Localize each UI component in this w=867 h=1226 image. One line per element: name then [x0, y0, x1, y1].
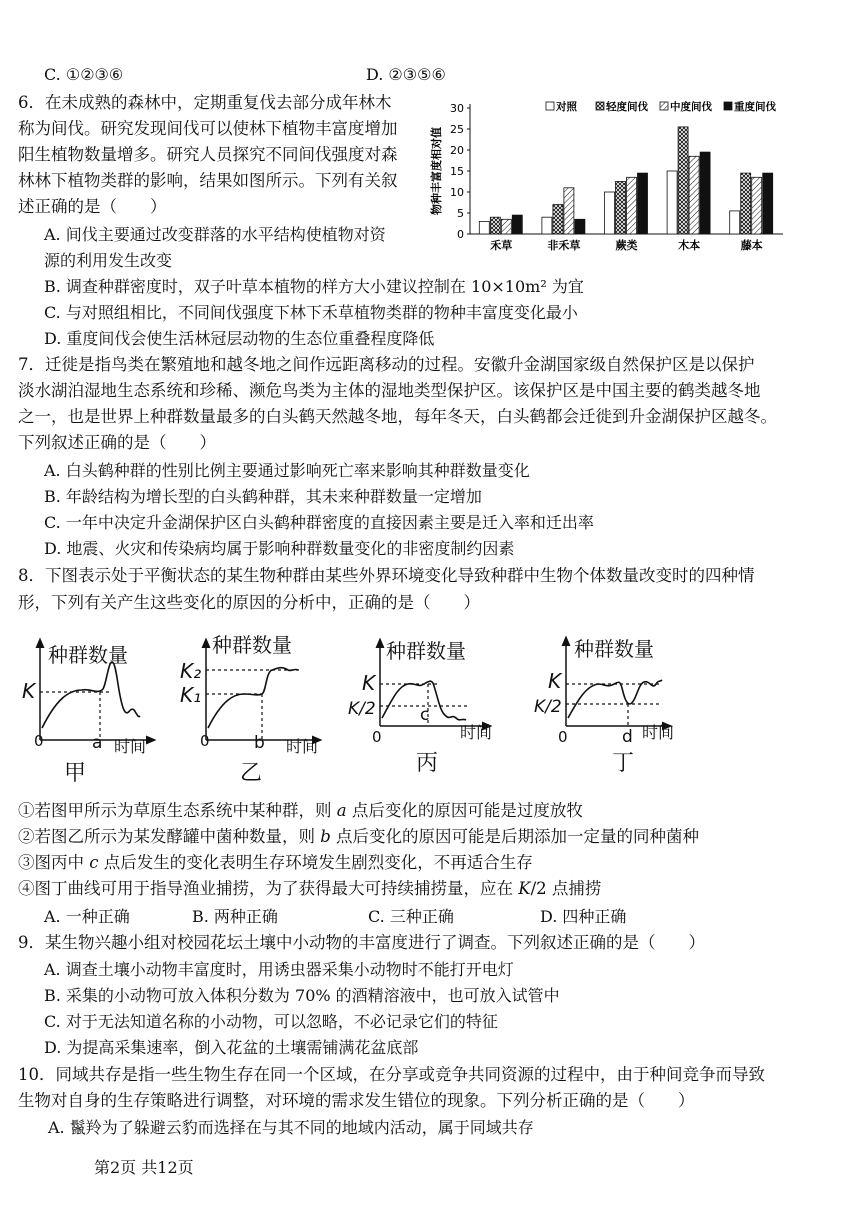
y-tick-label: 25: [450, 123, 464, 136]
statement-text: ①若图甲所示为草原生态系统中某种群，则: [18, 801, 337, 820]
origin-label: 0: [200, 732, 210, 750]
q10-line: 生物对自身的生存策略进行调整，对环境的需求发生错位的现象。下列分析正确的是（ ）: [18, 1091, 695, 1110]
q8-option-c: C. 三种正确: [368, 907, 454, 926]
population-graphs: [0, 628, 867, 798]
y-axis-label: 种群数量: [48, 643, 128, 667]
bar: [752, 177, 762, 234]
x-axis-label: 时间: [286, 737, 319, 756]
population-curve: [568, 680, 662, 718]
bar: [763, 173, 773, 234]
population-curve: [208, 668, 298, 728]
q6-option-a: A. 间伐主要通过改变群落的水平结构使植物对资: [44, 225, 386, 244]
y-tick-label: 15: [450, 165, 464, 178]
y-tick-label: 5: [457, 207, 464, 220]
point-b-label: b: [254, 733, 265, 753]
q8-statement-2: [18, 824, 699, 850]
bar: [490, 217, 500, 234]
bar: [512, 215, 522, 234]
q7-option-c: C. 一年中决定升金湖保护区白头鹤种群密度的直接因素主要是迁入率和迁出率: [44, 513, 594, 532]
y-axis-label: 种群数量: [212, 633, 292, 657]
statement-text: ④图丁曲线可用于指导渔业捕捞，为了获得最大可持续捕捞量，应在: [18, 879, 519, 898]
legend-label: 对照: [556, 101, 577, 113]
legend-label: 轻度间伐: [606, 101, 648, 113]
q9-option-d: D. 为提高采集速率，倒入花盆的土壤需铺满花盆底部: [44, 1038, 419, 1057]
bar: [479, 221, 489, 234]
q8-option-d: D. 四种正确: [540, 907, 627, 926]
q7-line: 之一，也是世界上种群数量最多的白头鹤天然越冬地，每年冬天，白头鹤都会迁徙到升金湖保护区越冬。: [18, 407, 777, 426]
bar: [638, 173, 648, 234]
q6-option-a-cont: 源的利用发生改变: [44, 251, 173, 270]
category-label: 禾草: [490, 239, 513, 252]
option-c: C. ①②③⑥: [44, 65, 124, 84]
q8-line: 8．下图表示处于平衡状态的某生物种群由某些外界环境变化导致种群中生物个体数量改变时的四种情: [18, 566, 755, 585]
point-a-label: a: [92, 733, 103, 753]
point-d-label: d: [622, 727, 633, 747]
y-tick-label: 10: [450, 186, 464, 199]
category-label: 非禾草: [547, 239, 581, 252]
y-axis-label: 物种丰富度相对值: [430, 127, 443, 215]
q8-statement-3: [18, 850, 533, 876]
q10-line: 10．同域共存是指一些生物生存在同一个区域，在分享或竞争共同资源的过程中，由于种间竞争而导致: [18, 1065, 765, 1084]
legend-swatch: [596, 102, 604, 110]
q7-line: 7．迁徙是指鸟类在繁殖地和越冬地之间作远距离移动的过程。安徽升金湖国家级自然保护区是以保护: [18, 355, 755, 374]
legend-swatch: [724, 102, 732, 110]
statement-text: ③图丙中: [18, 853, 90, 872]
q7-line: 淡水湖泊湿地生态系统和珍稀、濒危鸟类为主体的湿地类型保护区。该保护区是中国主要的鹤类越冬地: [18, 381, 761, 400]
point-c-label: c: [420, 705, 430, 725]
statement-variable: K: [518, 879, 531, 898]
bar: [542, 217, 552, 234]
statement-text: /2 点捕捞: [530, 879, 602, 898]
q7-option-d: D. 地震、火灾和传染病均属于影响种群数量变化的非密度制约因素: [44, 539, 515, 558]
y-tick-label: 20: [450, 144, 464, 157]
khalf-label: K/2: [348, 699, 376, 719]
bar: [741, 173, 751, 234]
statement-variable: c: [89, 853, 99, 872]
statement-variable: a: [336, 801, 347, 820]
category-label: 木本: [678, 239, 701, 252]
statement-text: 点后发生的变化表明生存环境发生剧烈变化，不再适合生存: [98, 853, 533, 872]
q6-line: 述正确的是（ ）: [18, 197, 167, 216]
q6-line: 称为间伐。研究发现间伐可以使林下植物丰富度增加: [18, 119, 398, 138]
q6-option-c: C. 与对照组相比，不同间伐强度下林下禾草植物类群的物种丰富度变化最小: [44, 303, 578, 322]
q6-line: 6．在未成熟的森林中，定期重复伐去部分成年林木: [18, 93, 392, 112]
legend-swatch: [660, 102, 668, 110]
k-label: K: [22, 679, 36, 703]
bar: [700, 152, 710, 234]
q6-option-b: B. 调查种群密度时，双子叶草本植物的样方大小建议控制在 10×10m² 为宜: [44, 277, 584, 296]
legend-label: 重度间伐: [734, 101, 776, 113]
bar: [553, 205, 563, 234]
graph-caption: 丁: [612, 751, 635, 776]
bar: [605, 192, 615, 234]
y-tick-label: 30: [450, 102, 464, 115]
x-axis-label: 时间: [642, 723, 675, 742]
option-d: D. ②③⑤⑥: [366, 65, 446, 84]
y-tick-label: 0: [457, 228, 464, 241]
graph-ding: [534, 637, 674, 776]
origin-label: 0: [372, 728, 382, 746]
statement-variable: b: [320, 827, 331, 846]
k2-label: K₂: [180, 659, 202, 683]
graph-caption: 乙: [240, 761, 263, 786]
category-label: 蕨类: [615, 239, 638, 252]
population-curve: [42, 662, 140, 728]
y-axis-label: 种群数量: [574, 637, 654, 661]
bar: [730, 211, 740, 234]
khalf-label: K/2: [534, 697, 562, 717]
origin-label: 0: [34, 732, 44, 750]
q6-line: 阳生植物数量增多。研究人员探究不同间伐强度对森: [18, 145, 398, 164]
statement-text: 点后变化的原因可能是后期添加一定量的同种菌种: [330, 827, 700, 846]
x-axis-label: 时间: [114, 737, 147, 756]
graph-caption: 甲: [64, 761, 87, 786]
bar: [678, 127, 688, 234]
q8-option-b: B. 两种正确: [192, 907, 278, 926]
k-label: K: [548, 669, 562, 693]
bar: [564, 188, 574, 234]
k-label: K: [362, 671, 376, 695]
q8-statement-1: [18, 798, 583, 824]
q7-option-b: B. 年龄结构为增长型的白头鹤种群，其未来种群数量一定增加: [44, 487, 482, 506]
q7-line: 下列叙述正确的是（ ）: [18, 433, 216, 452]
bar: [667, 171, 677, 234]
legend-swatch: [546, 102, 554, 110]
q10-option-a: A. 鬣羚为了躲避云豹而选择在与其不同的地域内活动，属于同域共存: [48, 1118, 534, 1137]
bar: [627, 177, 637, 234]
q8-line: 形，下列有关产生这些变化的原因的分析中，正确的是（ ）: [18, 593, 480, 612]
x-axis-label: 时间: [460, 723, 493, 742]
q7-option-a: A. 白头鹤种群的性别比例主要通过影响死亡率来影响其种群数量变化: [44, 461, 530, 480]
statement-text: 点后变化的原因可能是过度放牧: [346, 801, 583, 820]
q8-statement-4: [18, 876, 601, 902]
q9-line: 9．某生物兴趣小组对校园花坛土壤中小动物的丰富度进行了调查。下列叙述正确的是（ ）: [18, 933, 705, 952]
q6-line: 林林下植物类群的影响，结果如图所示。下列有关叙: [18, 171, 398, 190]
q9-option-c: C. 对于无法知道名称的小动物，可以忽略，不必记录它们的特征: [44, 1012, 498, 1031]
page-number: 第2页 共12页: [94, 1158, 194, 1177]
bar: [575, 219, 585, 234]
graph-bing: [348, 639, 492, 776]
category-label: 藤本: [740, 239, 763, 252]
statement-text: ②若图乙所示为某发酵罐中菌种数量，则: [18, 827, 321, 846]
origin-label: 0: [558, 728, 568, 746]
y-axis-label: 种群数量: [386, 639, 466, 663]
bar: [501, 219, 511, 234]
q6-option-d: D. 重度间伐会使生活林冠层动物的生态位重叠程度降低: [44, 329, 435, 348]
bar: [616, 182, 626, 235]
graph-caption: 丙: [416, 751, 439, 776]
legend-label: 中度间伐: [670, 101, 712, 113]
richness-bar-chart: [428, 96, 798, 258]
q9-option-a: A. 调查土壤小动物丰富度时，用诱虫器采集小动物时不能打开电灯: [44, 960, 514, 979]
graph-yi: [180, 633, 318, 786]
q9-option-b: B. 采集的小动物可放入体积分数为 70% 的酒精溶液中，也可放入试管中: [44, 986, 560, 1005]
graph-jia: [22, 642, 152, 786]
bar: [689, 156, 699, 234]
k1-label: K₁: [180, 683, 202, 707]
q8-option-a: A. 一种正确: [44, 907, 130, 926]
